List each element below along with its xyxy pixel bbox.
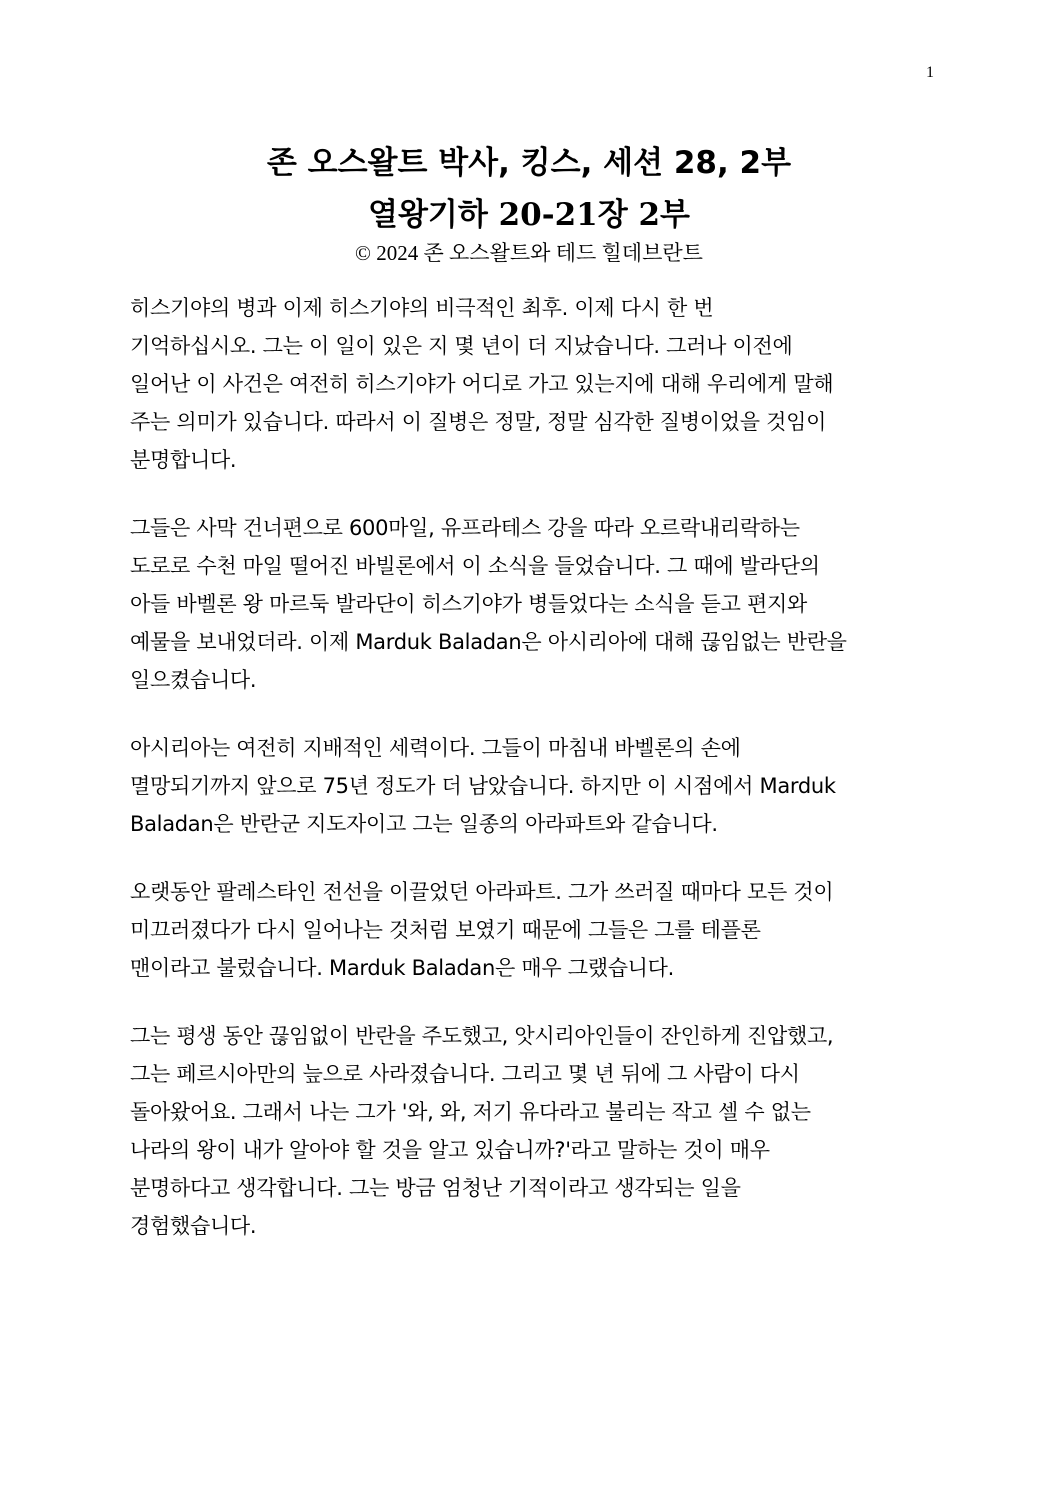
text-line: 주는 의미가 있습니다. 따라서 이 질병은 정말, 정말 심각한 질병이었을 것임이: [130, 410, 827, 434]
text-line: 오랫동안 팔레스타인 전선을 이끌었던 아라파트. 그가 쓰러질 때마다 모든 것이: [130, 880, 834, 904]
text-line: 맨이라고 불렀습니다. Marduk Baladan은 매우 그랬습니다.: [130, 956, 675, 980]
text-line: 돌아왔어요. 그래서 나는 그가 '와, 와, 저기 유다라고 불리는 작고 셀 수 없는: [130, 1100, 811, 1124]
text-line: 그는 평생 동안 끊임없이 반란을 주도했고, 앗시리아인들이 잔인하게 진압했고,: [130, 1024, 834, 1048]
copyright-notice: © 2024 존 오스왈트와 테드 힐데브란트: [355, 241, 703, 265]
document-title: 존 오스왈트 박사, 킹스, 세션 28, 2부: [266, 145, 792, 181]
text-line: 기억하십시오. 그는 이 일이 있은 지 몇 년이 더 지났습니다. 그러나 이전에: [130, 334, 793, 358]
text-line: 나라의 왕이 내가 알아야 할 것을 알고 있습니까?'라고 말하는 것이 매우: [130, 1138, 770, 1162]
text-line: Baladan은 반란군 지도자이고 그는 일종의 아라파트와 같습니다.: [130, 812, 718, 836]
text-line: 멸망되기까지 앞으로 75년 정도가 더 남았습니다. 하지만 이 시점에서 Marduk: [130, 774, 836, 798]
text-line: 그는 페르시아만의 늪으로 사라졌습니다. 그리고 몇 년 뒤에 그 사람이 다시: [130, 1062, 800, 1086]
text-line: 아시리아는 여전히 지배적인 세력이다. 그들이 마침내 바벨론의 손에: [130, 736, 741, 760]
text-line: 일어난 이 사건은 여전히 히스기야가 어디로 가고 있는지에 대해 우리에게 말해: [130, 372, 834, 396]
paragraph: [130, 873, 930, 987]
text-line: 그들은 사막 건너편으로 600마일, 유프라테스 강을 따라 오르락내리락하는: [130, 516, 800, 540]
text-line: 히스기야의 병과 이제 히스기야의 비극적인 최후. 이제 다시 한 번: [130, 296, 714, 320]
paragraph: [130, 289, 930, 479]
text-line: 분명합니다.: [130, 448, 237, 472]
paragraph: [130, 1017, 930, 1245]
title-block: [0, 140, 1058, 268]
paragraph: [130, 729, 930, 843]
text-line: 일으켰습니다.: [130, 668, 257, 692]
text-line: 경험했습니다.: [130, 1214, 257, 1238]
text-line: 아들 바벨론 왕 마르둑 발라단이 히스기야가 병들었다는 소식을 듣고 편지와: [130, 592, 807, 616]
document-subtitle: 열왕기하 20-21장 2부: [368, 197, 690, 233]
paragraph: [130, 509, 930, 699]
text-line: 분명하다고 생각합니다. 그는 방금 엄청난 기적이라고 생각되는 일을: [130, 1176, 741, 1200]
page-number: 1: [926, 64, 934, 81]
text-line: 미끄러졌다가 다시 일어나는 것처럼 보였기 때문에 그들은 그를 테플론: [130, 918, 761, 942]
text-line: 예물을 보내었더라. 이제 Marduk Baladan은 아시리아에 대해 끊임없는 반란을: [130, 630, 847, 654]
body-text: [130, 289, 930, 1275]
text-line: 도로로 수천 마일 떨어진 바빌론에서 이 소식을 들었습니다. 그 때에 발라단의: [130, 554, 820, 578]
